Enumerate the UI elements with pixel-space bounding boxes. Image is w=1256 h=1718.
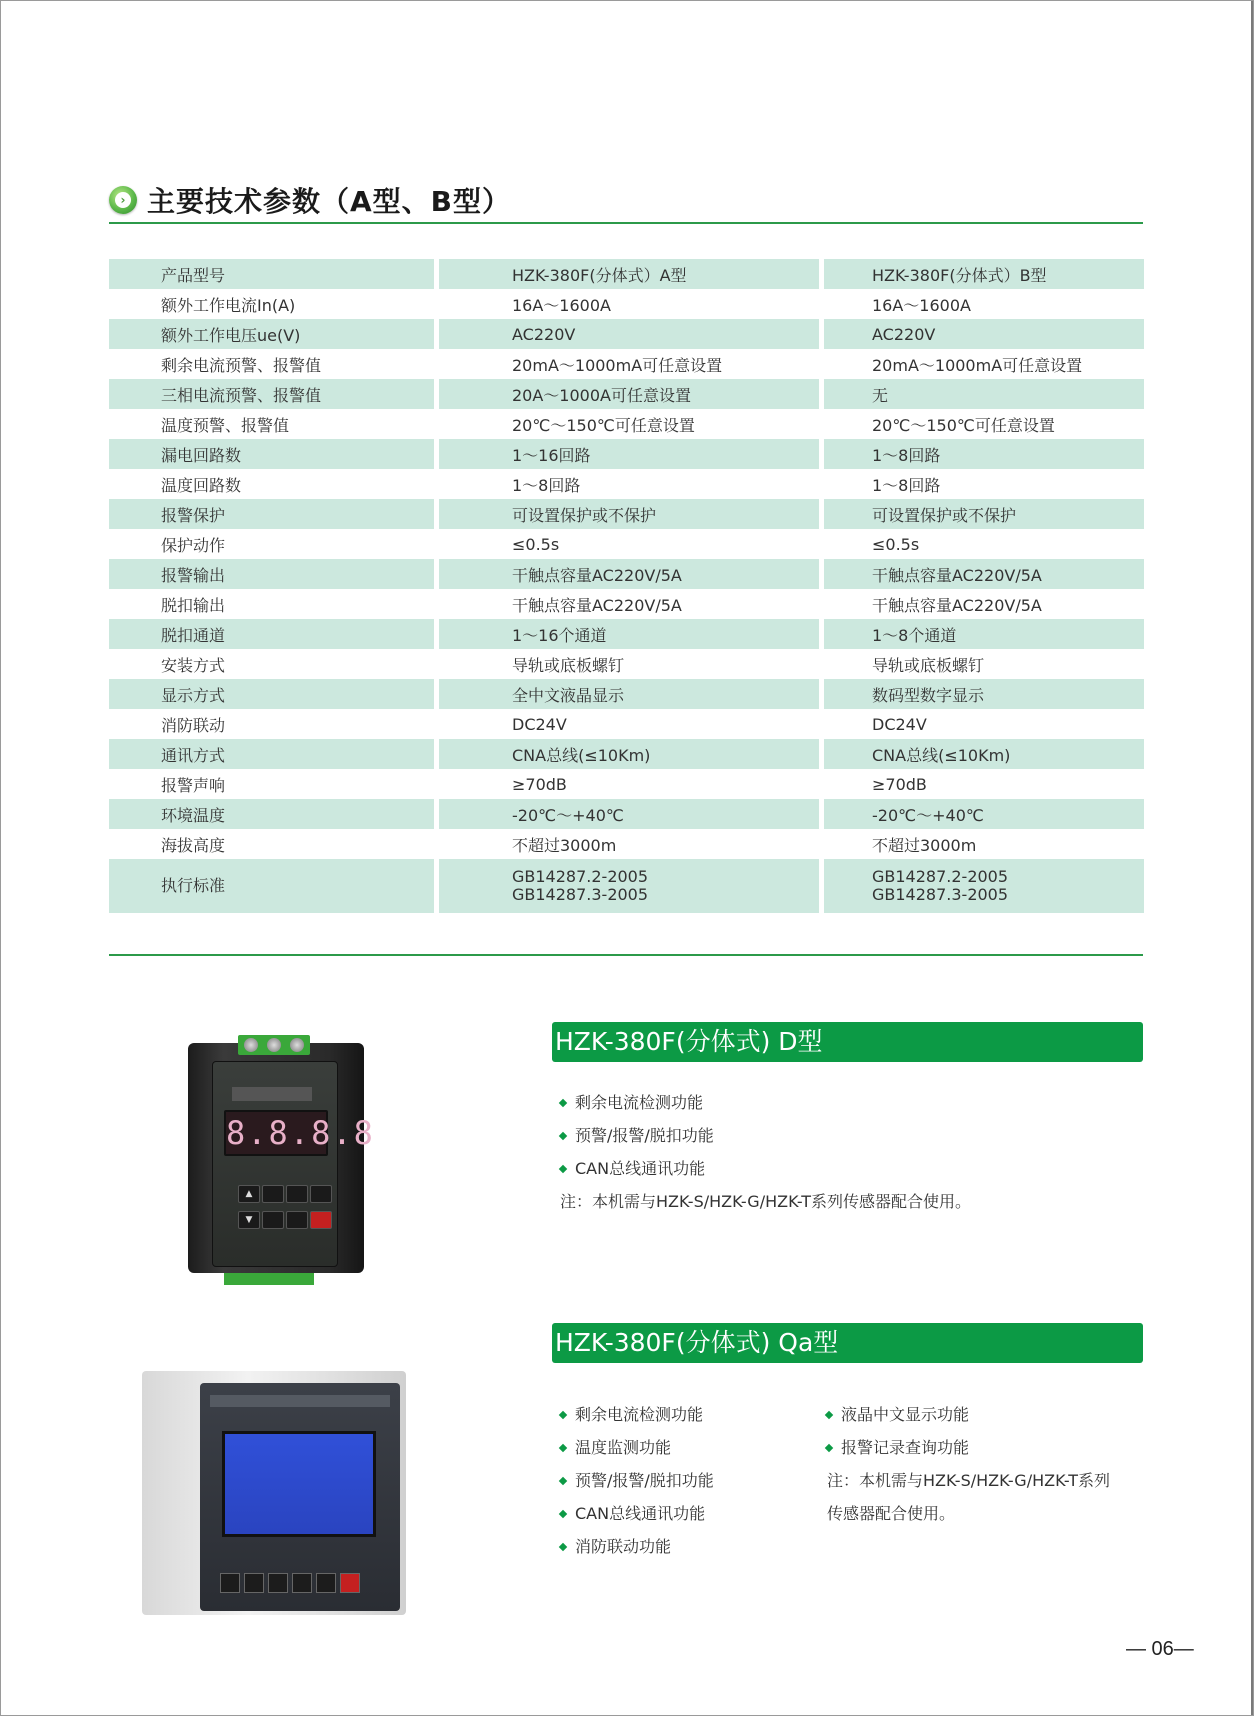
type-b-cell: 可设置保护或不保护	[824, 499, 1144, 529]
type-a-cell: ≤0.5s	[512, 534, 560, 554]
product-qa-note	[827, 1464, 1147, 1530]
param-cell: 温度回路数	[161, 475, 242, 495]
section-title: 主要技术参数（A型、B型）	[147, 185, 512, 218]
table-row	[109, 349, 1144, 379]
type-b-cell: 1～8个通道	[824, 619, 1144, 649]
standard-b-line1: GB14287.2-2005	[872, 867, 1009, 886]
param-cell: 环境温度	[109, 799, 434, 829]
standard-a-line2: GB14287.3-2005	[512, 885, 649, 904]
feature-label: 预警/报警/脱扣功能	[575, 1471, 714, 1490]
device-d-display: 8.8.8.8	[224, 1110, 328, 1156]
param-cell: 安装方式	[161, 655, 226, 675]
diamond-bullet-icon	[559, 1410, 567, 1418]
spec-table-body	[109, 259, 1144, 913]
type-b-cell	[824, 859, 1144, 913]
type-b-cell: CNA总线(≤10Km)	[824, 739, 1144, 769]
param-cell: 脱扣通道	[109, 619, 434, 649]
type-b-cell: ≥70dB	[872, 774, 927, 794]
type-a-cell	[439, 859, 819, 913]
table-row	[109, 769, 1144, 799]
param-cell: 通讯方式	[109, 739, 434, 769]
product-qa-features-left	[552, 1398, 812, 1563]
param-cell: 海拔高度	[161, 835, 226, 855]
diamond-bullet-icon	[825, 1410, 833, 1418]
product-qa-note-line2: 传感器配合使用。	[827, 1504, 956, 1523]
table-row	[109, 379, 1144, 409]
type-b-cell: 不超过3000m	[872, 835, 977, 855]
diamond-bullet-icon	[559, 1542, 567, 1550]
diamond-bullet-icon	[559, 1509, 567, 1517]
table-row	[109, 319, 1144, 349]
param-cell: 报警声响	[161, 775, 226, 795]
feature-label: 消防联动功能	[575, 1537, 672, 1556]
arrow-circle-icon: ›	[109, 186, 137, 214]
list-item	[818, 1398, 1138, 1431]
table-row	[109, 409, 1144, 439]
type-b-cell: ≤0.5s	[872, 534, 920, 554]
table-row	[109, 739, 1144, 769]
table-row	[109, 619, 1144, 649]
param-cell: 保护动作	[161, 535, 226, 555]
param-cell: 剩余电流预警、报警值	[161, 355, 322, 375]
feature-label: 预警/报警/脱扣功能	[575, 1126, 714, 1145]
list-item	[552, 1530, 812, 1563]
type-a-cell: 导轨或底板螺钉	[512, 655, 625, 675]
type-b-cell: 干触点容量AC220V/5A	[872, 595, 1042, 615]
type-b-cell: 20℃～150℃可任意设置	[872, 415, 1055, 435]
param-cell: 报警输出	[109, 559, 434, 589]
table-row	[109, 469, 1144, 499]
table-row	[109, 679, 1144, 709]
param-cell: 产品型号	[109, 259, 434, 289]
feature-label: 报警记录查询功能	[841, 1438, 970, 1457]
list-item	[552, 1152, 1112, 1185]
diamond-bullet-icon	[559, 1164, 567, 1172]
feature-label: 剩余电流检测功能	[575, 1405, 704, 1424]
table-row	[109, 529, 1144, 559]
type-a-cell: 可设置保护或不保护	[439, 499, 819, 529]
list-item	[552, 1119, 1112, 1152]
type-a-cell: 1～8回路	[512, 475, 581, 495]
table-row	[109, 589, 1144, 619]
feature-label: 剩余电流检测功能	[575, 1093, 704, 1112]
type-a-cell: 不超过3000m	[512, 835, 617, 855]
list-item	[552, 1431, 812, 1464]
type-a-cell: 1～16个通道	[439, 619, 819, 649]
type-a-cell: 全中文液晶显示	[439, 679, 819, 709]
diamond-bullet-icon	[559, 1476, 567, 1484]
standard-b-line2: GB14287.3-2005	[872, 885, 1009, 904]
type-a-cell: 干触点容量AC220V/5A	[512, 595, 682, 615]
type-a-cell: 20mA～1000mA可任意设置	[512, 355, 723, 375]
type-a-cell: -20℃～+40℃	[439, 799, 819, 829]
type-a-cell: HZK-380F(分体式）A型	[439, 259, 819, 289]
type-a-cell: CNA总线(≤10Km)	[439, 739, 819, 769]
type-a-cell: AC220V	[439, 319, 819, 349]
product-d-note: 注：本机需与HZK-S/HZK-G/HZK-T系列传感器配合使用。	[560, 1192, 971, 1211]
feature-label: 温度监测功能	[575, 1438, 672, 1457]
param-cell: 漏电回路数	[109, 439, 434, 469]
table-row	[109, 259, 1144, 289]
list-item	[552, 1086, 1112, 1119]
type-b-cell: HZK-380F(分体式）B型	[824, 259, 1144, 289]
type-a-cell: 20℃～150℃可任意设置	[512, 415, 695, 435]
product-qa-title: HZK-380F(分体式) Qa型	[552, 1323, 1143, 1363]
type-b-cell: 干触点容量AC220V/5A	[824, 559, 1144, 589]
list-item	[818, 1431, 1138, 1464]
feature-label: 液晶中文显示功能	[841, 1405, 970, 1424]
table-row	[109, 799, 1144, 829]
table-row	[109, 439, 1144, 469]
device-qa-image	[142, 1363, 406, 1619]
diamond-bullet-icon	[559, 1131, 567, 1139]
type-b-cell: 16A～1600A	[872, 295, 971, 315]
param-cell: 脱扣输出	[161, 595, 226, 615]
diamond-bullet-icon	[559, 1098, 567, 1106]
param-cell: 显示方式	[109, 679, 434, 709]
list-item	[552, 1464, 812, 1497]
feature-label: CAN总线通讯功能	[575, 1504, 706, 1523]
type-b-cell: 20mA～1000mA可任意设置	[872, 355, 1083, 375]
type-b-cell: 导轨或底板螺钉	[872, 655, 985, 675]
table-row	[109, 289, 1144, 319]
type-a-cell: 20A～1000A可任意设置	[439, 379, 819, 409]
param-cell: 三相电流预警、报警值	[109, 379, 434, 409]
diamond-bullet-icon	[825, 1443, 833, 1451]
type-b-cell: 数码型数字显示	[824, 679, 1144, 709]
type-b-cell: DC24V	[872, 714, 927, 734]
product-qa-features-right	[818, 1398, 1138, 1464]
type-b-cell: AC220V	[824, 319, 1144, 349]
product-d-features	[552, 1086, 1112, 1185]
type-b-cell: -20℃～+40℃	[824, 799, 1144, 829]
feature-label: CAN总线通讯功能	[575, 1159, 706, 1178]
table-row	[109, 559, 1144, 589]
list-item	[552, 1497, 812, 1530]
param-cell: 额外工作电流In(A)	[161, 295, 296, 315]
type-a-cell: 干触点容量AC220V/5A	[439, 559, 819, 589]
type-a-cell: 16A～1600A	[512, 295, 611, 315]
device-d-image: 8.8.8.8 ▲ ▼	[188, 1035, 364, 1285]
diamond-bullet-icon	[559, 1443, 567, 1451]
device-qa-lcd	[222, 1431, 376, 1537]
product-d-title: HZK-380F(分体式) D型	[552, 1022, 1143, 1062]
table-row	[109, 859, 1144, 913]
page-number: — 06—	[1126, 1638, 1194, 1660]
list-item	[552, 1398, 812, 1431]
param-cell: 执行标准	[109, 859, 434, 913]
type-b-cell: 1～8回路	[824, 439, 1144, 469]
table-row	[109, 829, 1144, 859]
table-row	[109, 709, 1144, 739]
spec-table	[109, 259, 1144, 913]
type-a-cell: DC24V	[512, 714, 567, 734]
type-a-cell: 1～16回路	[439, 439, 819, 469]
type-b-cell: 无	[824, 379, 1144, 409]
section-header	[109, 178, 1143, 224]
type-b-cell: 1～8回路	[872, 475, 941, 495]
param-cell: 温度预警、报警值	[161, 415, 290, 435]
table-row	[109, 649, 1144, 679]
standard-a-line1: GB14287.2-2005	[512, 867, 649, 886]
param-cell: 额外工作电压ue(V)	[109, 319, 434, 349]
param-cell: 报警保护	[109, 499, 434, 529]
table-row	[109, 499, 1144, 529]
product-qa-note-line1: 注：本机需与HZK-S/HZK-G/HZK-T系列	[827, 1471, 1110, 1490]
type-a-cell: ≥70dB	[512, 774, 567, 794]
param-cell: 消防联动	[161, 715, 226, 735]
divider	[109, 954, 1143, 956]
